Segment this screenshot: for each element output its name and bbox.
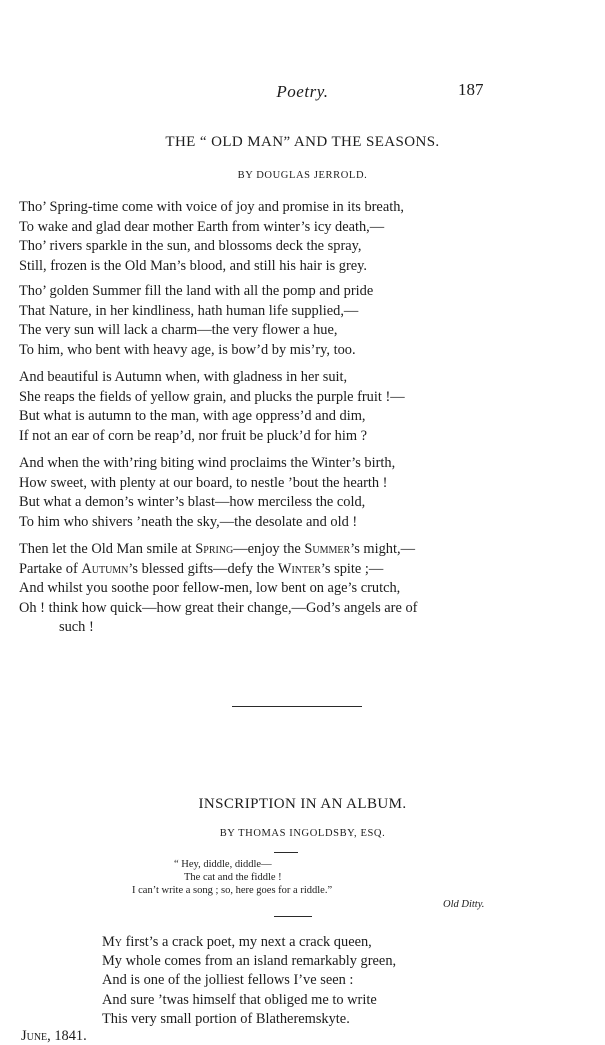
section-divider [232, 706, 362, 707]
season-name: Autumn [81, 560, 129, 577]
verse-line: Still, frozen is the Old Man’s blood, and still his hair is grey. [19, 257, 368, 274]
verse-line: My whole comes from an island remarkably green, [102, 953, 397, 970]
verse-line: If not an ear of corn be reap’d, nor fruit be pluck’d for him ? [19, 427, 368, 444]
verse-line: She reaps the fields of yellow grain, and plucks the purple fruit !— [19, 388, 405, 405]
date-line: June, 1841. [21, 1028, 87, 1044]
running-head: Poetry. [276, 82, 329, 101]
verse-line: Tho’ Spring-time come with voice of joy and promise in its breath, [19, 199, 404, 215]
verse-text: ’s might,— [350, 541, 415, 557]
verse-line: To him who shivers ’neath the sky,—the desolate and old ! [19, 513, 358, 530]
page-number: 187 [458, 80, 484, 99]
verse-line: Tho’ golden Summer fill the land with all the pomp and pride [19, 283, 374, 299]
verse-line [102, 933, 396, 952]
verse-text: Then let the Old Man smile at [19, 541, 196, 557]
poem-byline: BY DOUGLAS JERROLD. [237, 170, 368, 181]
season-name: Winter [277, 560, 321, 577]
stanza-3 [19, 368, 405, 446]
verse-text: Partake of [19, 560, 82, 577]
epigraph-source: Old Ditty. [443, 899, 485, 910]
verse-line: This very small portion of Blatheremskyte. [102, 1010, 350, 1027]
verse-line: To him, who bent with heavy age, is bow’d by mis’ry, too. [19, 341, 356, 358]
verse-line: And whilst you soothe poor fellow-men, low bent on age’s crutch, [19, 580, 401, 596]
verse-text: —enjoy the [233, 541, 305, 557]
epigraph-rule [274, 916, 312, 917]
poem-title: INSCRIPTION IN AN ALBUM. [198, 796, 407, 812]
verse-line: That Nature, in her kindliness, hath human life supplied,— [19, 302, 359, 319]
verse-line: How sweet, with plenty at our board, to nestle ’bout the hearth ! [19, 474, 388, 491]
verse-text: My [102, 934, 123, 950]
stanza-5 [19, 540, 417, 638]
verse-line: Tho’ rivers sparkle in the sun, and blossoms deck the spray, [19, 238, 362, 254]
verse-line: To wake and glad dear mother Earth from winter’s icy death,— [19, 218, 385, 235]
verse-line: But what a demon’s winter’s blast—how merciless the cold, [19, 494, 366, 510]
verse-line [19, 540, 417, 560]
poem-byline: BY THOMAS INGOLDSBY, ESQ. [219, 828, 386, 839]
season-name: Spring [195, 541, 234, 557]
verse-line: And sure ’twas himself that obliged me to write [102, 991, 377, 1008]
epigraph-line: I can’t write a song ; so, here goes for a riddle.” [132, 885, 333, 896]
stanza-2 [19, 282, 373, 360]
stanza-4 [19, 454, 395, 532]
verse-line: And when the with’ring biting wind proclaims the Winter’s birth, [19, 455, 396, 471]
verse-line-continuation: such ! [59, 619, 94, 635]
epigraph-rule [274, 852, 298, 853]
verse-text: first’s a crack poet, my next a crack queen, [122, 934, 372, 950]
verse-line: Oh ! think how quick—how great their change,—God’s angels are of [19, 599, 418, 616]
verse-line: And is one of the jolliest fellows I’ve seen : [102, 972, 354, 989]
verse-line: But what is autumn to the man, with age oppress’d and dim, [19, 408, 366, 424]
poem-title: THE “ OLD MAN” AND THE SEASONS. [165, 134, 440, 150]
verse-line: The very sun will lack a charm—the very flower a hue, [19, 322, 338, 338]
verse-line: And beautiful is Autumn when, with gladness in her suit, [19, 369, 348, 385]
stanza-1 [19, 198, 404, 276]
epigraph-line: The cat and the fiddle ! [184, 872, 282, 883]
verse-line [19, 560, 417, 580]
season-name: Summer [304, 541, 351, 557]
verse-text: ’s blessed gifts—defy the [128, 560, 278, 577]
inscription-verse [102, 933, 396, 1029]
epigraph-line: “ Hey, diddle, diddle— [174, 859, 272, 870]
verse-text: ’s spite ;— [320, 560, 384, 577]
